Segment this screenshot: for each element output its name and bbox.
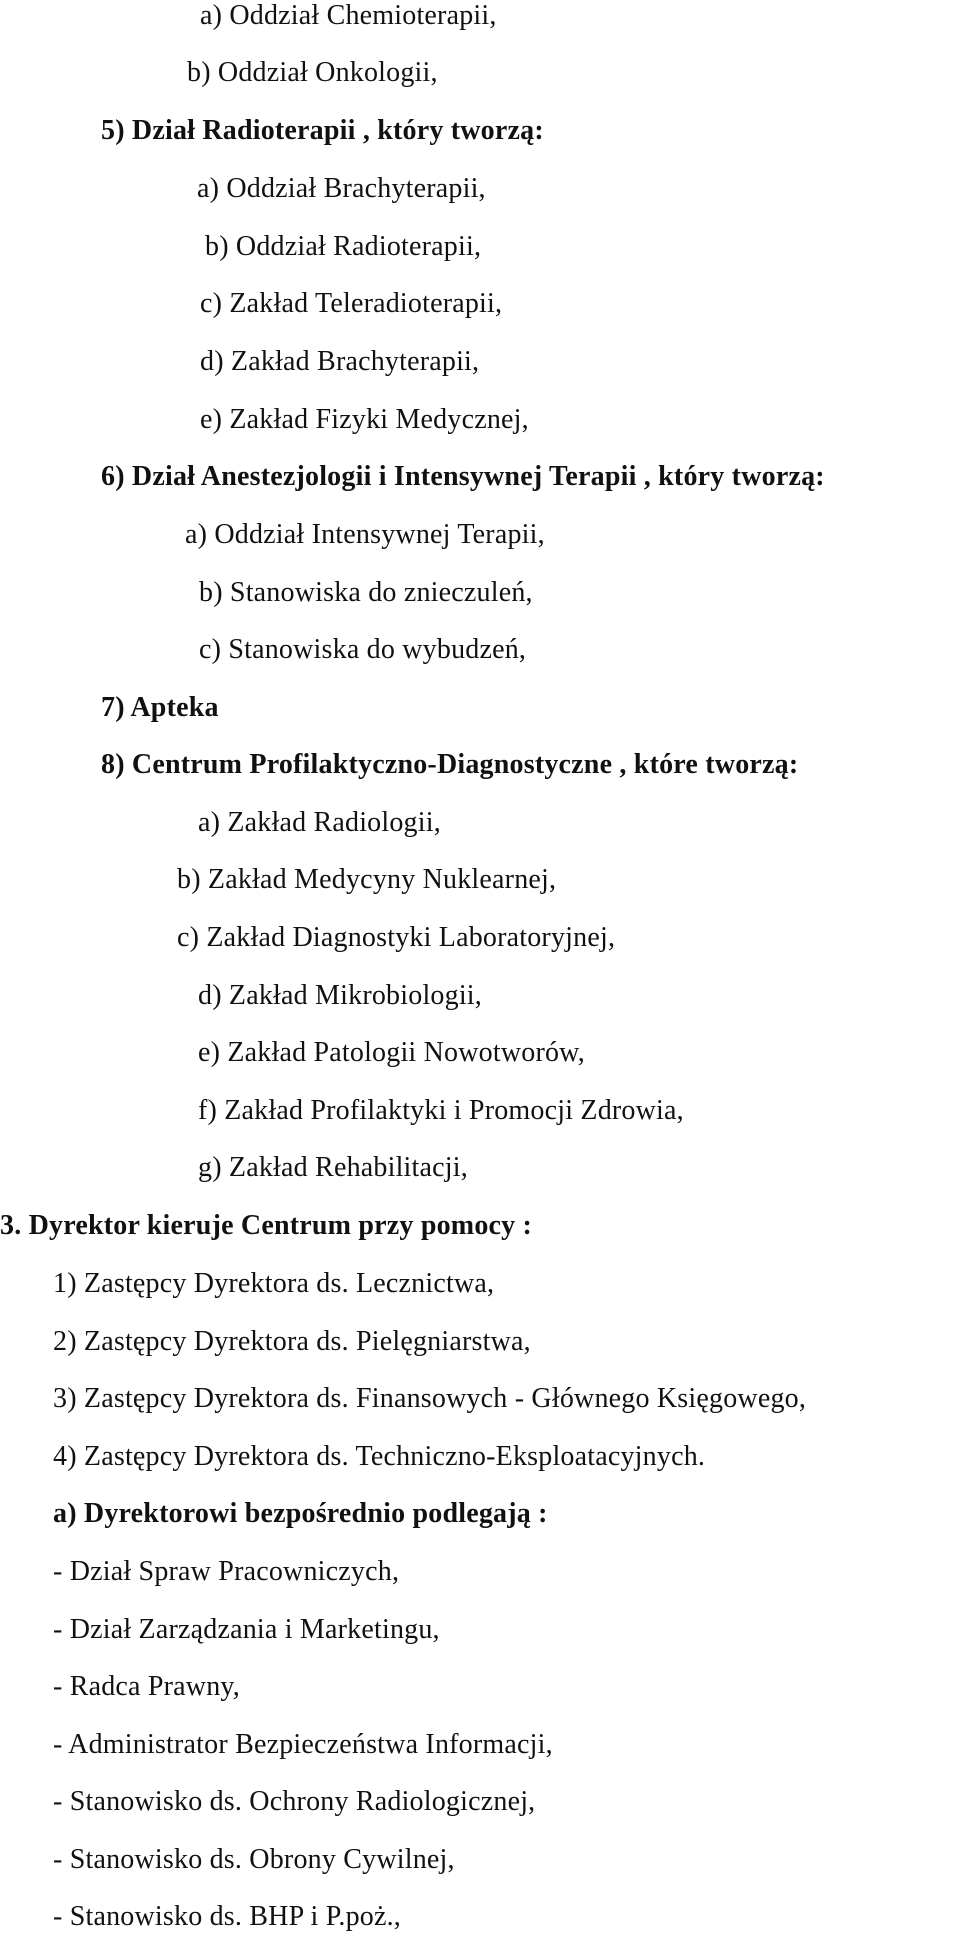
- list-item-radca-prawny: - Radca Prawny,: [53, 1671, 241, 1702]
- list-item-obrona-cywilna: - Stanowisko ds. Obrony Cywilnej,: [53, 1844, 455, 1875]
- list-item-dzial-zarzadzania: - Dział Zarządzania i Marketingu,: [53, 1614, 440, 1645]
- list-item-oddzial-intensywnej-terapii: a) Oddział Intensywnej Terapii,: [185, 519, 545, 550]
- list-item-oddzial-brachyterapii: a) Oddział Brachyterapii,: [197, 173, 486, 204]
- list-item-zaklad-diagnostyki-laboratoryjnej: c) Zakład Diagnostyki Laboratoryjnej,: [177, 922, 616, 953]
- list-item-dzial-spraw-pracowniczych: - Dział Spraw Pracowniczych,: [53, 1556, 400, 1587]
- list-item-stanowiska-do-znieczulen: b) Stanowiska do znieczuleń,: [199, 577, 533, 608]
- list-item-zastepca-pielegniarstwa: 2) Zastępcy Dyrektora ds. Pielęgniarstwa,: [53, 1326, 531, 1357]
- list-item-oddzial-onkologii: b) Oddział Onkologii,: [187, 57, 438, 88]
- section-heading-dzial-anestezjologii: 6) Dział Anestezjologii i Intensywnej Terapii , który tworzą:: [101, 461, 825, 492]
- list-item-administrator-bezpieczenstwa: - Administrator Bezpieczeństwa Informacji,: [53, 1729, 553, 1760]
- list-item-zastepca-techniczny: 4) Zastępcy Dyrektora ds. Techniczno-Eksploatacyjnych.: [53, 1441, 706, 1472]
- list-item-oddzial-chemioterapii: a) Oddział Chemioterapii,: [200, 0, 497, 31]
- section-heading-apteka: 7) Apteka: [101, 692, 219, 723]
- section-heading-dzial-radioterapii: 5) Dział Radioterapii , który tworzą:: [101, 115, 544, 146]
- section-heading-podlegaja: a) Dyrektorowi bezpośrednio podlegają :: [53, 1498, 548, 1529]
- list-item-zaklad-medycyny-nuklearnej: b) Zakład Medycyny Nuklearnej,: [177, 864, 557, 895]
- section-heading-centrum-profilaktyczno-diagnostyczne: 8) Centrum Profilaktyczno-Diagnostyczne , które tworzą:: [101, 749, 799, 780]
- list-item-zaklad-mikrobiologii: d) Zakład Mikrobiologii,: [198, 980, 482, 1011]
- list-item-oddzial-radioterapii: b) Oddział Radioterapii,: [205, 231, 482, 262]
- list-item-zaklad-fizyki-medycznej: e) Zakład Fizyki Medycznej,: [200, 404, 529, 435]
- list-item-zaklad-patologii-nowotworow: e) Zakład Patologii Nowotworów,: [198, 1037, 585, 1068]
- list-item-zaklad-brachyterapii: d) Zakład Brachyterapii,: [200, 346, 480, 377]
- list-item-zastepca-finansowy: 3) Zastępcy Dyrektora ds. Finansowych - Głównego Księgowego,: [53, 1383, 807, 1414]
- section-heading-dyrektor: 3. Dyrektor kieruje Centrum przy pomocy :: [0, 1210, 533, 1241]
- list-item-zaklad-profilaktyki: f) Zakład Profilaktyki i Promocji Zdrowia,: [198, 1095, 684, 1126]
- list-item-zaklad-radiologii: a) Zakład Radiologii,: [198, 807, 441, 838]
- list-item-zastepca-lecznictwa: 1) Zastępcy Dyrektora ds. Lecznictwa,: [53, 1268, 495, 1299]
- list-item-zaklad-teleradioterapii: c) Zakład Teleradioterapii,: [200, 288, 503, 319]
- list-item-stanowiska-do-wybudzen: c) Stanowiska do wybudzeń,: [199, 634, 527, 665]
- list-item-zaklad-rehabilitacji: g) Zakład Rehabilitacji,: [198, 1152, 468, 1183]
- list-item-ochrona-radiologiczna: - Stanowisko ds. Ochrony Radiologicznej,: [53, 1786, 536, 1817]
- list-item-bhp: - Stanowisko ds. BHP i P.poż.,: [53, 1901, 402, 1932]
